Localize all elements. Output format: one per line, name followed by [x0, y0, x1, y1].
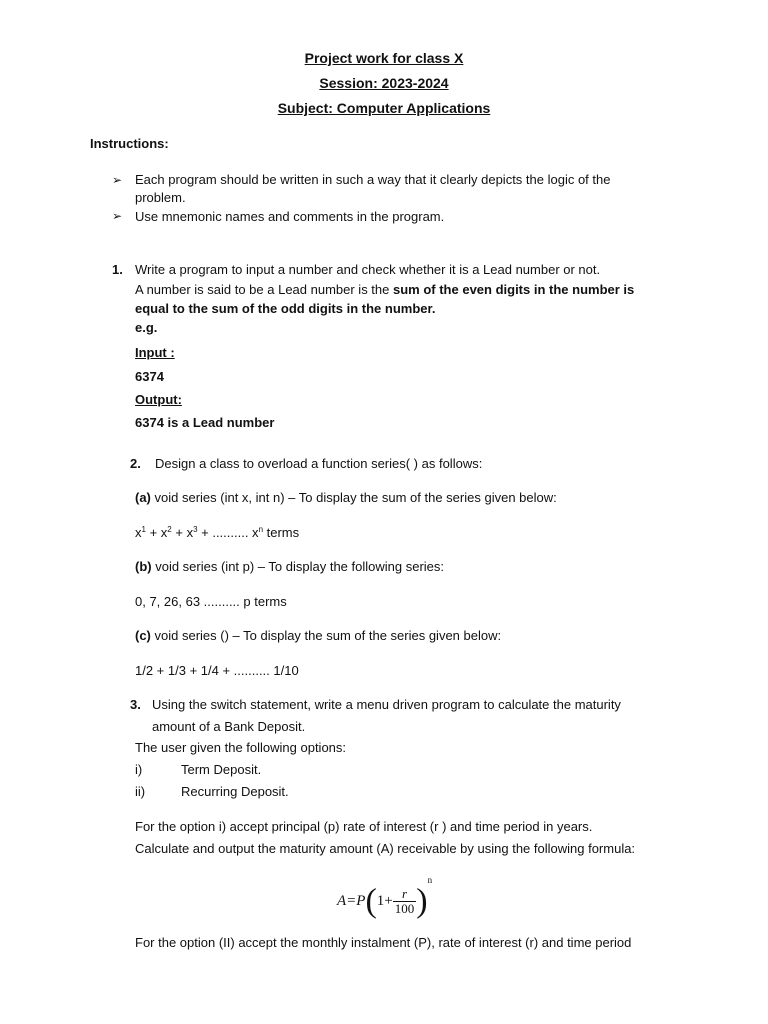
question-1-output-value: 6374 is a Lead number — [135, 415, 275, 430]
question-2-intro: Design a class to overload a function series( ) as follows: — [155, 456, 483, 471]
question-3-line-2: amount of a Bank Deposit. — [152, 719, 306, 734]
formula-lhs: A=P — [337, 893, 366, 910]
question-3-paragraph-2: Calculate and output the maturity amount (A) receivable by using the following formula: — [135, 841, 636, 856]
instruction-item-1-line-2: problem. — [135, 190, 186, 205]
maturity-formula — [337, 874, 432, 918]
subject-line: Subject: Computer Applications — [277, 100, 491, 116]
question-2a-series: $x^1 + x^2 + x^3$ + .......... $x^n$ terms — [135, 525, 300, 540]
formula-denominator: 100 — [394, 901, 415, 917]
question-1-number: 1. — [112, 262, 123, 277]
formula-close-paren: ) — [416, 882, 428, 920]
formula-open-paren: ( — [365, 882, 377, 920]
question-1-line-2 — [135, 281, 634, 299]
formula-exponent: n — [427, 875, 433, 885]
question-1-line-3: equal to the sum of the odd digits in the number. — [135, 301, 436, 316]
question-2c-line — [135, 627, 501, 645]
question-2b-line — [135, 558, 444, 576]
question-1-output-label: Output: — [135, 392, 182, 407]
formula-fraction — [393, 887, 417, 917]
question-2c-text: void series () – To display the sum of the series given below: — [150, 628, 502, 643]
question-1-line-1: Write a program to input a number and check whether it is a Lead number or not. — [135, 262, 601, 277]
instruction-item-1-line-1: Each program should be written in such a way that it clearly depicts the logic of the — [135, 172, 611, 187]
question-2b-text: void series (int p) – To display the following series: — [151, 559, 445, 574]
instructions-heading: Instructions: — [90, 136, 169, 151]
question-3-option-2-number: ii) — [135, 784, 146, 799]
question-2a-label: (a) — [135, 490, 151, 505]
question-3-paragraph-3: For the option (II) accept the monthly instalment (P), rate of interest (r) and time period — [135, 935, 632, 950]
formula-numerator: r — [393, 887, 417, 902]
question-3-option-1-text: Term Deposit. — [181, 762, 262, 777]
question-3-option-1-number: i) — [135, 762, 143, 777]
question-1-input-value: 6374 — [135, 369, 164, 384]
question-2a-text: void series (int x, int n) – To display the sum of the series given below: — [150, 490, 557, 505]
question-3-options-intro: The user given the following options: — [135, 740, 347, 755]
document-title: Project work for class X — [304, 50, 464, 66]
instruction-item-2: Use mnemonic names and comments in the program. — [135, 209, 445, 224]
session-line: Session: 2023-2024 — [319, 75, 449, 91]
question-2b-label: (b) — [135, 559, 152, 574]
question-1-input-label: Input : — [135, 345, 175, 360]
question-1-line-2-plain: A number is said to be a Lead number is the — [135, 282, 393, 297]
question-2c-label: (c) — [135, 628, 151, 643]
question-2c-series: 1/2 + 1/3 + 1/4 + .......... 1/10 — [135, 663, 299, 678]
question-3-number: 3. — [130, 697, 141, 712]
bullet-arrow-icon: ➢ — [112, 173, 123, 187]
question-3-option-2-text: Recurring Deposit. — [181, 784, 289, 799]
question-2b-series: 0, 7, 26, 63 .......... p terms — [135, 594, 287, 609]
question-2-number: 2. — [130, 456, 141, 471]
question-1-line-2-bold: sum of the even digits in the number is — [393, 282, 635, 297]
question-3-line-1: Using the switch statement, write a menu driven program to calculate the maturity — [152, 697, 621, 712]
question-2a-line — [135, 489, 557, 507]
bullet-arrow-icon: ➢ — [112, 209, 123, 223]
question-3-paragraph-1: For the option i) accept principal (p) rate of interest (r ) and time period in years. — [135, 819, 593, 834]
question-1-eg: e.g. — [135, 320, 158, 335]
formula-one-plus: 1+ — [376, 893, 393, 910]
